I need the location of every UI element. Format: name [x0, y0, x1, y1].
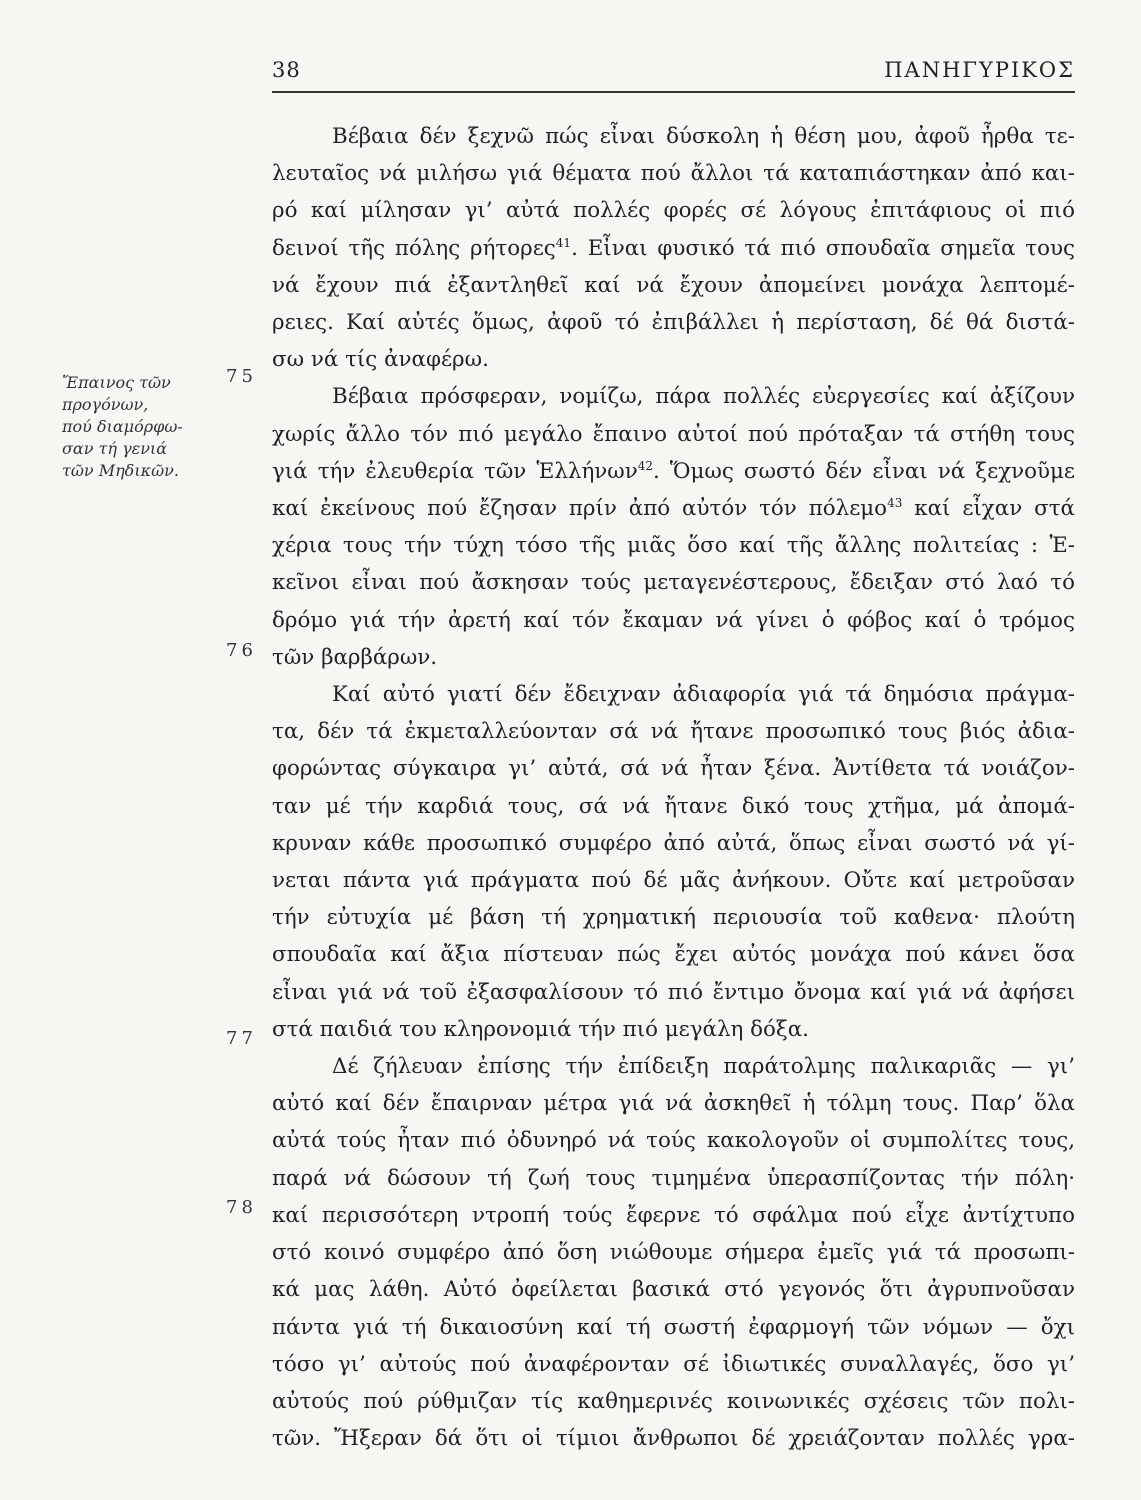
text-line: αὐτά τούς ἦταν πιό ὀδυνηρό νά τούς κακολογοῦν οἱ συμπολίτες τους,	[272, 1128, 1075, 1154]
page-number: 38	[272, 58, 301, 82]
paragraph-77	[272, 1048, 1075, 1457]
margin-note	[62, 372, 220, 482]
paragraph-1	[272, 118, 1075, 378]
text-fragment: καί εἶχαν στά	[902, 496, 1075, 522]
text-line: τόσο γι’ αὐτούς πού ἀναφέρονταν σέ ἰδιωτικές συναλλαγές, ὅσο γι’	[272, 1351, 1075, 1377]
section-number-76: 76	[226, 640, 257, 661]
margin-note-line: τῶν Μηδικῶν.	[62, 461, 179, 480]
body-text	[272, 118, 1075, 1457]
footnote-ref-43: 43	[887, 496, 903, 511]
paragraph-76	[272, 676, 1075, 1048]
paragraph-75	[272, 378, 1075, 676]
text-line: χέρια τους τήν τύχη τόσο τῆς μιᾶς ὅσο καί τῆς ἄλλης πολιτείας : Ἐ-	[272, 533, 1075, 559]
text-line: κρυναν κάθε προσωπικό συμφέρο ἀπό αὐτά, ὅπως εἶναι σωστό νά γί-	[272, 830, 1075, 856]
text-line: Βέβαια δέν ξεχνῶ πώς εἶναι δύσκολη ἡ θέση μου, ἀφοῦ ἦρθα τε-	[332, 124, 1075, 149]
section-number-78: 78	[226, 1197, 257, 1218]
text-line: ρό καί μίλησαν γι’ αὐτά πολλές φορές σέ λόγους ἐπιτάφιους οἱ πιό	[272, 198, 1075, 224]
text-line: καί περισσότερη ντροπή τούς ἔφερνε τό σφάλμα πού εἶχε ἀντίχτυπο	[272, 1202, 1075, 1228]
text-line: δρόμο γιά τήν ἀρετή καί τόν ἔκαμαν νά γίνει ὁ φόβος καί ὁ τρόμος	[272, 607, 1075, 633]
text-line: φορώντας σύγκαιρα γι’ αὐτά, σά νά ἦταν ξένα. Ἀντίθετα τά νοιάζον-	[272, 756, 1075, 782]
text-fragment: . Ὅμως σωστό δέν εἶναι νά ξεχνοῦμε	[653, 458, 1075, 484]
text-line: Βέβαια πρόσφεραν, νομίζω, πάρα πολλές εὐεργεσίες καί ἀξίζουν	[332, 384, 1075, 410]
margin-note-line: Ἔπαινος τῶν	[62, 373, 171, 392]
text-line: τῶν βαρβάρων.	[272, 644, 438, 670]
header-rule	[272, 91, 1075, 93]
text-line: λευταῖος νά μιλήσω γιά θέματα πού ἄλλοι τά καταπιάστηκαν ἀπό και-	[272, 161, 1075, 187]
text-line: ταν μέ τήν καρδιά τους, σά νά ἤτανε δικό τους χτῆμα, μά ἀπομά-	[272, 793, 1075, 819]
text-line: κά μας λάθη. Αὐτό ὀφείλεται βασικά στό γεγονός ὅτι ἀγρυπνοῦσαν	[272, 1277, 1075, 1303]
text-line	[272, 230, 1075, 267]
text-line: τήν εὐτυχία μέ βάση τή χρηματική περιουσία τοῦ καθενα· πλούτη	[272, 905, 1075, 931]
text-line: Καί αὐτό γιατί δέν ἔδειχναν ἀδιαφορία γιά τά δημόσια πράγμα-	[332, 682, 1075, 708]
text-line: τα, δέν τά ἐκμεταλλεύονταν σά νά ἤτανε προσωπικό τους βιός ἀδια-	[272, 719, 1075, 745]
text-line: παρά νά δώσουν τή ζωή τους τιμημένα ὑπερασπίζοντας τήν πόλη·	[272, 1165, 1075, 1191]
margin-note-line: προγόνων,	[62, 395, 149, 414]
text-line: στό κοινό συμφέρο ἀπό ὅση νιώθουμε σήμερα ἐμεῖς γιά τά προσωπι-	[272, 1240, 1075, 1266]
section-number-77: 77	[226, 1028, 257, 1049]
text-line: Δέ ζήλευαν ἐπίσης τήν ἐπίδειξη παράτολμης παλικαριᾶς — γι’	[332, 1054, 1075, 1080]
text-fragment: δεινοί τῆς πόλης ρήτορες	[272, 235, 556, 261]
text-line: εἶναι γιά νά τοῦ ἐξασφαλίσουν τό πιό ἔντιμο ὄνομα καί γιά νά ἀφήσει	[272, 979, 1075, 1005]
footnote-ref-41: 41	[555, 235, 572, 250]
margin-note-line: σαν τή γενιά	[62, 439, 168, 458]
section-number-75: 75	[226, 366, 257, 387]
text-line	[272, 490, 1075, 527]
text-line: σω νά τίς ἀναφέρω.	[272, 347, 489, 373]
text-line: νεται πάντα γιά πράγματα πού δέ μᾶς ἀνήκουν. Οὔτε καί μετροῦσαν	[272, 868, 1075, 894]
text-line: κεῖνοι εἶναι πού ἄσκησαν τούς μεταγενέστερους, ἔδειξαν στό λαό τό	[272, 570, 1075, 596]
text-line: τῶν. Ἤξεραν δά ὅτι οἱ τίμιοι ἄνθρωποι δέ χρειάζονταν πολλές γρα-	[272, 1426, 1075, 1452]
text-line: αὐτούς πού ρύθμιζαν τίς καθημερινές κοινωνικές σχέσεις τῶν πολι-	[272, 1388, 1075, 1414]
text-line: ρειες. Καί αὐτές ὅμως, ἀφοῦ τό ἐπιβάλλει ἡ περίσταση, δέ θά διστά-	[272, 310, 1075, 336]
text-line	[272, 453, 1075, 490]
text-line: στά παιδιά του κληρονομιά τήν πιό μεγάλη δόξα.	[272, 1016, 809, 1042]
text-line: χωρίς ἄλλο τόν πιό μεγάλο ἔπαινο αὐτοί πού πρόταξαν τά στήθη τους	[272, 421, 1075, 447]
text-fragment: καί ἐκείνους πού ἔζησαν πρίν ἀπό αὐτόν τόν πόλεμο	[272, 496, 888, 522]
running-head: ΠΑΝΗΓΥΡΙΚΟΣ	[884, 58, 1075, 82]
text-line: νά ἔχουν πιά ἐξαντληθεῖ καί νά ἔχουν ἀπομείνει μονάχα λεπτομέ-	[272, 272, 1075, 298]
text-line: αὐτό καί δέν ἔπαιρναν μέτρα γιά νά ἀσκηθεῖ ἡ τόλμη τους. Παρ’ ὅλα	[272, 1091, 1075, 1117]
text-line: πάντα γιά τή δικαιοσύνη καί τή σωστή ἐφαρμογή τῶν νόμων — ὄχι	[272, 1314, 1075, 1340]
margin-note-line: πού διαμόρφω-	[62, 417, 183, 436]
text-line: σπουδαῖα καί ἄξια πίστευαν πώς ἔχει αὐτός μονάχα πού κάνει ὅσα	[272, 942, 1075, 968]
text-fragment: . Εἶναι φυσικό τά πιό σπουδαῖα σημεῖα τους	[571, 235, 1075, 261]
text-fragment: γιά τήν ἐλευθερία τῶν Ἑλλήνων	[272, 458, 638, 484]
footnote-ref-42: 42	[637, 458, 654, 473]
